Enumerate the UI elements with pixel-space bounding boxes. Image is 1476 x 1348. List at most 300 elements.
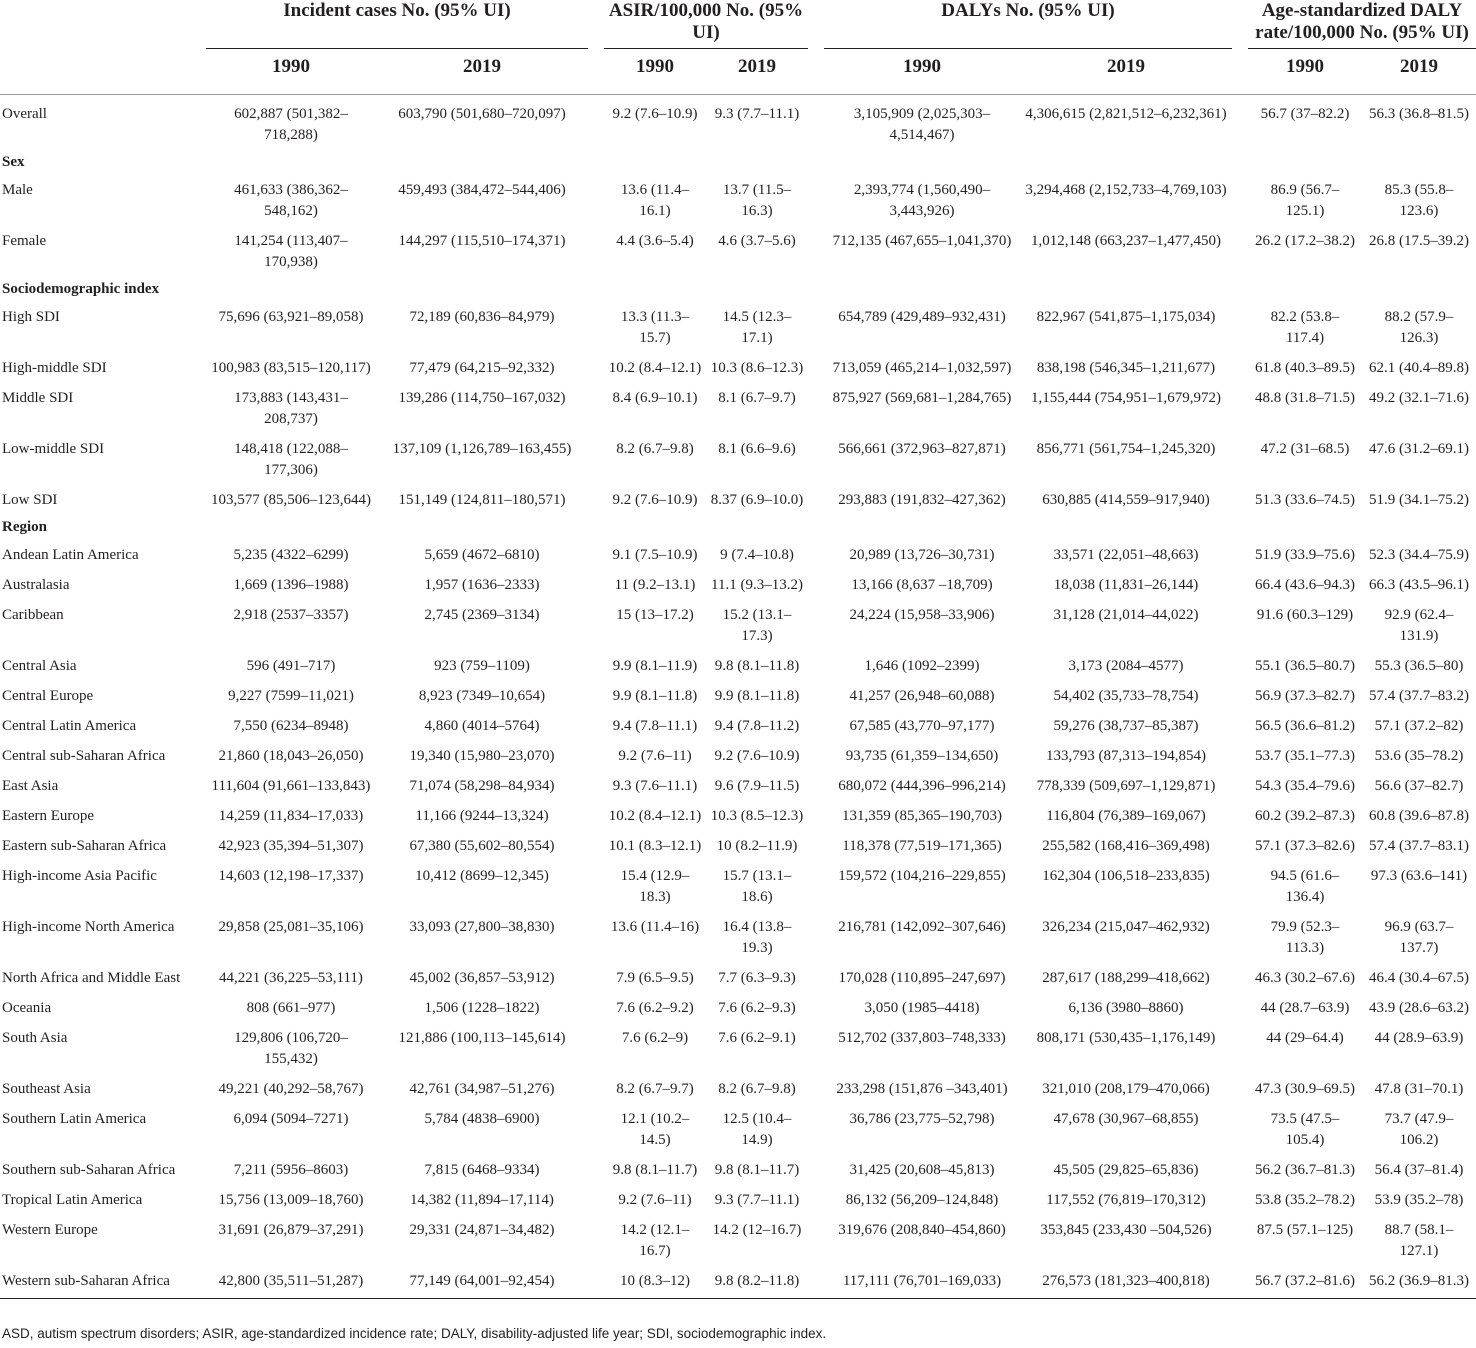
table-cell: 11,166 (9244–13,324) <box>415 808 549 824</box>
row-label: High-income North America <box>2 919 175 935</box>
table-row <box>0 797 1476 827</box>
table-cell: 5,659 (4672–6810) <box>424 547 540 563</box>
table-cell: 9.4 (7.8–11.1) <box>612 718 698 734</box>
table-cell: 31,691 (26,879–37,291) <box>218 1222 364 1238</box>
year-header: 1990 <box>903 56 941 77</box>
table-cell: 10.2 (8.4–12.1) <box>608 360 702 376</box>
table-cell: 822,967 (541,875–1,175,034) <box>1036 309 1216 325</box>
year-header: 2019 <box>1400 56 1439 77</box>
table-cell: 56.7 (37–82.2) <box>1260 106 1350 122</box>
table-cell: 100,983 (83,515–120,117) <box>211 360 371 376</box>
table-cell: 7,211 (5956–8603) <box>233 1162 349 1178</box>
table-cell: 2,918 (2537–3357) <box>233 607 349 623</box>
table-cell: 15 (13–17.2) <box>616 607 694 623</box>
table-cell: 16.4 (13.8–19.3) <box>722 919 792 956</box>
table-cell: 3,173 (2084–4577) <box>1068 658 1184 674</box>
table-cell: 7,815 (6468–9334) <box>424 1162 540 1178</box>
table-cell: 85.3 (55.8–123.6) <box>1384 182 1454 219</box>
table-cell: 10.3 (8.5–12.3) <box>710 808 804 824</box>
table-cell: 9,227 (7599–11,021) <box>228 688 354 704</box>
table-cell: 144,297 (115,510–174,371) <box>398 233 566 249</box>
table-row <box>0 566 1476 596</box>
table-cell: 53.8 (35.2–78.2) <box>1255 1192 1356 1208</box>
table-cell: 778,339 (509,697–1,129,871) <box>1036 778 1216 794</box>
table-cell: 923 (759–1109) <box>434 658 530 674</box>
table-cell: 173,883 (143,431–208,737) <box>234 390 348 427</box>
table-cell: 162,304 (106,518–233,835) <box>1042 868 1210 884</box>
table-row <box>0 908 1476 959</box>
table-cell: 148,418 (122,088–177,306) <box>234 441 348 478</box>
table-cell: 856,771 (561,754–1,245,320) <box>1036 441 1216 457</box>
table-cell: 56.7 (37.2–81.6) <box>1248 1262 1362 1299</box>
table-cell: 133,793 (87,313–194,854) <box>1046 748 1206 764</box>
table-row <box>0 707 1476 737</box>
year-header: 2019 <box>1107 56 1145 77</box>
table-cell: 14.2 (12–16.7) <box>712 1222 802 1238</box>
table-row <box>0 430 1476 481</box>
table-cell: 45,505 (29,825–65,836) <box>1053 1162 1199 1178</box>
table-row <box>0 171 1476 222</box>
table-cell: 56.9 (37.3–82.7) <box>1255 688 1356 704</box>
table-cell: 9 (7.4–10.8) <box>720 547 794 563</box>
table-cell: 8,923 (7349–10,654) <box>418 688 546 704</box>
table-cell: 56.5 (36.6–81.2) <box>1255 718 1356 734</box>
table-cell: 118,378 (77,519–171,365) <box>842 838 1002 854</box>
table-cell: 46.4 (30.4–67.5) <box>1369 970 1470 986</box>
table-cell: 159,572 (104,216–229,855) <box>838 868 1006 884</box>
table-cell: 7.6 (6.2–9) <box>621 1030 689 1046</box>
table-cell: 117,111 (76,701–169,033) <box>824 1262 1020 1299</box>
table-cell: 4.4 (3.6–5.4) <box>616 233 694 249</box>
year-header: 2019 <box>463 56 501 77</box>
table-cell: 33,093 (27,800–38,830) <box>409 919 555 935</box>
table-cell: 1,012,148 (663,237–1,477,450) <box>1031 233 1221 249</box>
table-cell: 97.3 (63.6–141) <box>1370 868 1468 884</box>
table-cell: 630,885 (414,559–917,940) <box>1042 492 1210 508</box>
table-cell: 255,582 (168,416–369,498) <box>1042 838 1210 854</box>
table-cell: 56.2 (36.9–81.3) <box>1362 1262 1476 1299</box>
table-cell: 57.4 (37.7–83.1) <box>1369 838 1470 854</box>
table-cell: 1,957 (1636–2333) <box>424 577 540 593</box>
section-row <box>0 146 1476 171</box>
table-cell: 15,756 (13,009–18,760) <box>218 1192 364 1208</box>
section-row <box>0 511 1476 536</box>
table-row <box>0 298 1476 349</box>
table-cell: 141,254 (113,407–170,938) <box>234 233 348 270</box>
table-cell: 9.9 (8.1–11.8) <box>612 688 698 704</box>
table-cell: 47.2 (31–68.5) <box>1260 441 1350 457</box>
table-cell: 2,393,774 (1,560,490–3,443,926) <box>853 182 991 219</box>
row-label: Western Europe <box>2 1222 98 1238</box>
table-cell: 233,298 (151,876 –343,401) <box>836 1081 1008 1097</box>
table-cell: 56.2 (36.7–81.3) <box>1255 1162 1356 1178</box>
row-label: High SDI <box>2 309 60 325</box>
table-cell: 44 (29–64.4) <box>1266 1030 1344 1046</box>
table-cell: 7.6 (6.2–9.1) <box>718 1030 796 1046</box>
table-cell: 276,573 (181,323–400,818) <box>1020 1262 1232 1299</box>
table-cell: 8.37 (6.9–10.0) <box>710 492 804 508</box>
table-cell: 712,135 (467,655–1,041,370) <box>832 233 1012 249</box>
table-cell: 42,761 (34,987–51,276) <box>409 1081 555 1097</box>
table-cell: 53.9 (35.2–78) <box>1374 1192 1464 1208</box>
row-label: Eastern Europe <box>2 808 95 824</box>
row-label: South Asia <box>2 1030 68 1046</box>
row-label: Overall <box>2 106 47 122</box>
table-cell: 56.4 (37–81.4) <box>1374 1162 1464 1178</box>
table-cell: 91.6 (60.3–129) <box>1256 607 1354 623</box>
table-cell: 88.2 (57.9–126.3) <box>1384 309 1454 346</box>
table-cell: 9.3 (7.7–11.1) <box>714 106 800 122</box>
table-cell: 13.3 (11.3–15.7) <box>620 309 690 346</box>
table-cell: 7,550 (6234–8948) <box>233 718 349 734</box>
table-cell: 875,927 (569,681–1,284,765) <box>832 390 1012 406</box>
table-row <box>0 677 1476 707</box>
table-cell: 67,585 (43,770–97,177) <box>849 718 995 734</box>
table-cell: 603,790 (501,680–720,097) <box>398 106 566 122</box>
table-cell: 7.7 (6.3–9.3) <box>718 970 796 986</box>
table-cell: 41,257 (26,948–60,088) <box>849 688 995 704</box>
row-label: Low-middle SDI <box>2 441 105 457</box>
row-label: Andean Latin America <box>2 547 139 563</box>
table-cell: 66.4 (43.6–94.3) <box>1255 577 1356 593</box>
section-label: Sociodemographic index <box>2 281 160 297</box>
group-header-daly-rate <box>1248 0 1476 49</box>
table-cell: 47.8 (31–70.1) <box>1374 1081 1464 1097</box>
table-cell: 73.7 (47.9–106.2) <box>1384 1111 1454 1148</box>
table-cell: 7.6 (6.2–9.3) <box>718 1000 796 1016</box>
table-cell: 51.9 (33.9–75.6) <box>1255 547 1356 563</box>
table-cell: 9.2 (7.6–10.9) <box>612 106 698 122</box>
table-cell: 42,800 (35,511–51,287) <box>206 1262 376 1299</box>
table-cell: 1,646 (1092–2399) <box>864 658 980 674</box>
row-label: Caribbean <box>2 607 64 623</box>
table-row <box>0 481 1476 511</box>
table-cell: 54,402 (35,733–78,754) <box>1053 688 1199 704</box>
table-cell: 54.3 (35.4–79.6) <box>1255 778 1356 794</box>
row-label: High-income Asia Pacific <box>2 868 157 884</box>
table-cell: 654,789 (429,489–932,431) <box>838 309 1006 325</box>
table-row <box>0 379 1476 430</box>
table-row <box>0 1151 1476 1181</box>
row-label: Middle SDI <box>2 390 74 406</box>
table-cell: 79.9 (52.3–113.3) <box>1270 919 1340 956</box>
table-cell: 49,221 (40,292–58,767) <box>218 1081 364 1097</box>
row-label: Central sub-Saharan Africa <box>2 748 166 764</box>
table-row <box>0 737 1476 767</box>
table-cell: 12.5 (10.4–14.9) <box>722 1111 792 1148</box>
table-cell: 44 (28.9–63.9) <box>1374 1030 1464 1046</box>
row-label: Western sub-Saharan Africa <box>0 1262 200 1299</box>
table-cell: 55.3 (36.5–80) <box>1374 658 1464 674</box>
table-cell: 11.1 (9.3–13.2) <box>711 577 803 593</box>
table-cell: 57.4 (37.7–83.2) <box>1369 688 1470 704</box>
table-cell: 596 (491–717) <box>246 658 336 674</box>
row-label: Eastern sub-Saharan Africa <box>2 838 167 854</box>
table-cell: 67,380 (55,602–80,554) <box>409 838 555 854</box>
table-cell: 44 (28.7–63.9) <box>1260 1000 1350 1016</box>
table-row <box>0 222 1476 273</box>
table-cell: 602,887 (501,382–718,288) <box>234 106 348 143</box>
table-cell: 9.8 (8.2–11.8) <box>706 1262 808 1299</box>
table-cell: 10.1 (8.3–12.1) <box>608 838 702 854</box>
table-row <box>0 767 1476 797</box>
table-cell: 6,094 (5094–7271) <box>233 1111 349 1127</box>
table-cell: 56.3 (36.8–81.5) <box>1369 106 1470 122</box>
table-cell: 14,382 (11,894–17,114) <box>410 1192 554 1208</box>
table-cell: 1,506 (1228–1822) <box>424 1000 540 1016</box>
table-cell: 14,259 (11,834–17,033) <box>218 808 364 824</box>
section-row <box>0 273 1476 298</box>
table-row <box>0 959 1476 989</box>
table-row <box>0 1019 1476 1070</box>
table-cell: 82.2 (53.8–117.4) <box>1270 309 1340 346</box>
table-row <box>0 536 1476 566</box>
table-cell: 326,234 (215,047–462,932) <box>1042 919 1210 935</box>
table-cell: 137,109 (1,126,789–163,455) <box>392 441 572 457</box>
row-label: Central Europe <box>2 688 94 704</box>
table-cell: 33,571 (22,051–48,663) <box>1053 547 1199 563</box>
table-cell: 170,028 (110,895–247,697) <box>838 970 1006 986</box>
table-cell: 9.8 (8.1–11.8) <box>714 658 800 674</box>
table-cell: 20,989 (13,726–30,731) <box>849 547 995 563</box>
table-cell: 13.7 (11.5–16.3) <box>722 182 792 219</box>
table-cell: 10,412 (8699–12,345) <box>415 868 549 884</box>
table-cell: 459,493 (384,472–544,406) <box>398 182 566 198</box>
table-cell: 57.1 (37.3–82.6) <box>1255 838 1356 854</box>
group-header-dalys <box>824 0 1232 49</box>
table-cell: 2,745 (2369–3134) <box>424 607 540 623</box>
table-cell: 13.6 (11.4–16) <box>610 919 700 935</box>
table-cell: 512,702 (337,803–748,333) <box>838 1030 1006 1046</box>
table-cell: 10 (8.2–11.9) <box>716 838 798 854</box>
table-cell: 319,676 (208,840–454,860) <box>838 1222 1006 1238</box>
table-cell: 9.8 (8.1–11.7) <box>714 1162 800 1178</box>
table-cell: 9.4 (7.8–11.2) <box>714 718 800 734</box>
table-cell: 45,002 (36,857–53,912) <box>409 970 555 986</box>
table-cell: 151,149 (124,811–180,571) <box>398 492 566 508</box>
group-header-label: DALYs No. (95% UI) <box>941 0 1115 21</box>
group-header-label: Age-standardized DALY rate/100,000 No. (95% UI) <box>1255 0 1469 43</box>
table-cell: 55.1 (36.5–80.7) <box>1255 658 1356 674</box>
row-label: High-middle SDI <box>2 360 107 376</box>
table-cell: 96.9 (63.7–137.7) <box>1384 919 1454 956</box>
table-row <box>0 349 1476 379</box>
table-row <box>0 596 1476 647</box>
table-cell: 353,845 (233,430 –504,526) <box>1040 1222 1212 1238</box>
table-cell: 51.9 (34.1–75.2) <box>1369 492 1470 508</box>
table-cell: 216,781 (142,092–307,646) <box>838 919 1006 935</box>
table-cell: 66.3 (43.5–96.1) <box>1369 577 1470 593</box>
table-cell: 48.8 (31.8–71.5) <box>1255 390 1356 406</box>
table-cell: 18,038 (11,831–26,144) <box>1053 577 1199 593</box>
table-cell: 4,860 (4014–5764) <box>424 718 540 734</box>
table-cell: 8.4 (6.9–10.1) <box>612 390 698 406</box>
table-cell: 566,661 (372,963–827,871) <box>838 441 1006 457</box>
table-cell: 4.6 (3.7–5.6) <box>718 233 796 249</box>
row-label: North Africa and Middle East <box>2 970 181 986</box>
table-cell: 12.1 (10.2–14.5) <box>620 1111 690 1148</box>
table-cell: 15.7 (13.1–18.6) <box>722 868 792 905</box>
table-cell: 62.1 (40.4–89.8) <box>1369 360 1470 376</box>
table-cell: 77,479 (64,215–92,332) <box>409 360 555 376</box>
table-row <box>0 827 1476 857</box>
table-cell: 131,359 (85,365–190,703) <box>842 808 1002 824</box>
table-cell: 14,603 (12,198–17,337) <box>218 868 364 884</box>
table-cell: 13.6 (11.4–16.1) <box>620 182 690 219</box>
table-cell: 9.3 (7.6–11.1) <box>612 778 698 794</box>
row-label: Oceania <box>2 1000 52 1016</box>
year-header: 2019 <box>738 56 776 77</box>
table-cell: 7.6 (6.2–9.2) <box>616 1000 694 1016</box>
group-header-asir <box>604 0 808 49</box>
row-label: Tropical Latin America <box>2 1192 143 1208</box>
table-cell: 57.1 (37.2–82) <box>1374 718 1464 734</box>
row-label: Male <box>2 182 33 198</box>
table-cell: 56.6 (37–82.7) <box>1374 778 1464 794</box>
table-cell: 8.2 (6.7–9.8) <box>616 441 694 457</box>
table-row <box>0 1211 1476 1262</box>
table-cell: 10 (8.3–12) <box>604 1262 706 1299</box>
table-cell: 808 (661–977) <box>246 1000 336 1016</box>
table-cell: 713,059 (465,214–1,032,597) <box>832 360 1012 376</box>
table-cell: 94.5 (61.6–136.4) <box>1270 868 1340 905</box>
table-cell: 72,189 (60,836–84,979) <box>409 309 555 325</box>
table-cell: 111,604 (91,661–133,843) <box>211 778 371 794</box>
year-header: 1990 <box>1286 56 1325 77</box>
table-footnote: ASD, autism spectrum disorders; ASIR, age-standardized incidence rate; DALY, disability-adjusted life year; SDI, sociodemographic index. <box>2 1326 827 1341</box>
table-cell: 51.3 (33.6–74.5) <box>1255 492 1356 508</box>
table-cell: 77,149 (64,001–92,454) <box>376 1262 588 1299</box>
table-cell: 71,074 (58,298–84,934) <box>409 778 555 794</box>
table-cell: 3,105,909 (2,025,303–4,514,467) <box>853 106 991 143</box>
table-cell: 31,128 (21,014–44,022) <box>1053 607 1199 623</box>
table-cell: 10.3 (8.6–12.3) <box>710 360 804 376</box>
table-cell: 47.3 (30.9–69.5) <box>1255 1081 1356 1097</box>
row-label: Central Asia <box>2 658 77 674</box>
table-cell: 121,886 (100,113–145,614) <box>398 1030 566 1046</box>
table-cell: 49.2 (32.1–71.6) <box>1369 390 1470 406</box>
table-cell: 5,784 (4838–6900) <box>424 1111 540 1127</box>
table-row <box>0 95 1476 147</box>
table-cell: 14.2 (12.1–16.7) <box>620 1222 690 1259</box>
table-cell: 86,132 (56,209–124,848) <box>845 1192 999 1208</box>
table-cell: 139,286 (114,750–167,032) <box>398 390 566 406</box>
table-cell: 9.2 (7.6–10.9) <box>612 492 698 508</box>
table-cell: 8.2 (6.7–9.7) <box>616 1081 694 1097</box>
table-cell: 93,735 (61,359–134,650) <box>845 748 999 764</box>
table-cell: 59,276 (38,737–85,387) <box>1053 718 1199 734</box>
table-cell: 9.6 (7.9–11.5) <box>714 778 800 794</box>
table-cell: 808,171 (530,435–1,176,149) <box>1036 1030 1216 1046</box>
table-cell: 36,786 (23,775–52,798) <box>849 1111 995 1127</box>
table-cell: 29,858 (25,081–35,106) <box>218 919 364 935</box>
table-row <box>0 989 1476 1019</box>
table-cell: 26.8 (17.5–39.2) <box>1369 233 1470 249</box>
table-row <box>0 857 1476 908</box>
table-cell: 24,224 (15,958–33,906) <box>849 607 995 623</box>
table-cell: 116,804 (76,389–169,067) <box>1046 808 1206 824</box>
table-cell: 42,923 (35,394–51,307) <box>218 838 364 854</box>
section-label: Region <box>2 519 47 535</box>
table-cell: 11 (9.2–13.1) <box>614 577 696 593</box>
year-header: 1990 <box>636 56 674 77</box>
table-cell: 86.9 (56.7–125.1) <box>1270 182 1340 219</box>
table-cell: 9.2 (7.6–10.9) <box>714 748 800 764</box>
table-cell: 6,136 (3980–8860) <box>1068 1000 1184 1016</box>
table-cell: 75,696 (63,921–89,058) <box>218 309 364 325</box>
table-cell: 3,294,468 (2,152,733–4,769,103) <box>1025 182 1227 198</box>
table-cell: 60.2 (39.2–87.3) <box>1255 808 1356 824</box>
table-row <box>0 1100 1476 1151</box>
table-cell: 46.3 (30.2–67.6) <box>1255 970 1356 986</box>
table-cell: 44,221 (36,225–53,111) <box>219 970 363 986</box>
table-cell: 103,577 (85,506–123,644) <box>211 492 371 508</box>
table-cell: 52.3 (34.4–75.9) <box>1369 547 1470 563</box>
table-cell: 9.1 (7.5–10.9) <box>612 547 698 563</box>
group-header-label: ASIR/100,000 No. (95% UI) <box>608 0 804 43</box>
table-cell: 13,166 (8,637 –18,709) <box>851 577 993 593</box>
table-row <box>0 1070 1476 1100</box>
table-cell: 87.5 (57.1–125) <box>1256 1222 1354 1238</box>
table-cell: 8.1 (6.6–9.6) <box>718 441 796 457</box>
table-cell: 43.9 (28.6–63.2) <box>1369 1000 1470 1016</box>
table-body <box>0 95 1476 1299</box>
table-cell: 53.7 (35.1–77.3) <box>1255 748 1356 764</box>
table-cell: 60.8 (39.6–87.8) <box>1369 808 1470 824</box>
table-cell: 10.2 (8.4–12.1) <box>608 808 702 824</box>
table-cell: 9.8 (8.1–11.7) <box>612 1162 698 1178</box>
row-label: Southeast Asia <box>2 1081 91 1097</box>
table-cell: 15.4 (12.9–18.3) <box>620 868 690 905</box>
row-label: Southern Latin America <box>2 1111 147 1127</box>
table-cell: 8.1 (6.7–9.7) <box>718 390 796 406</box>
section-label: Sex <box>2 154 25 170</box>
table-cell: 9.9 (8.1–11.9) <box>612 658 698 674</box>
group-header-label: Incident cases No. (95% UI) <box>283 0 511 21</box>
table-cell: 838,198 (546,345–1,211,677) <box>1036 360 1216 376</box>
table-cell: 47,678 (30,967–68,855) <box>1053 1111 1199 1127</box>
row-label: Central Latin America <box>2 718 137 734</box>
row-label: Low SDI <box>2 492 58 508</box>
table-cell: 9.3 (7.7–11.1) <box>714 1192 800 1208</box>
table-cell: 29,331 (24,871–34,482) <box>409 1222 555 1238</box>
table-cell: 88.7 (58.1–127.1) <box>1384 1222 1454 1259</box>
year-header: 1990 <box>272 56 310 77</box>
table-cell: 680,072 (444,396–996,214) <box>838 778 1006 794</box>
table-cell: 9.2 (7.6–11) <box>618 1192 692 1208</box>
row-label: East Asia <box>2 778 59 794</box>
table-row <box>0 1181 1476 1211</box>
table-row <box>0 1262 1476 1299</box>
table-cell: 14.5 (12.3–17.1) <box>722 309 792 346</box>
table-cell: 321,010 (208,179–470,066) <box>1042 1081 1210 1097</box>
table-cell: 19,340 (15,980–23,070) <box>409 748 555 764</box>
stub-header <box>0 0 200 49</box>
table-cell: 47.6 (31.2–69.1) <box>1369 441 1470 457</box>
table-cell: 92.9 (62.4–131.9) <box>1384 607 1454 644</box>
table-cell: 9.2 (7.6–11) <box>618 748 692 764</box>
table-cell: 31,425 (20,608–45,813) <box>849 1162 995 1178</box>
table-cell: 3,050 (1985–4418) <box>864 1000 980 1016</box>
row-label: Female <box>2 233 47 249</box>
table-cell: 53.6 (35–78.2) <box>1374 748 1464 764</box>
table-cell: 461,633 (386,362–548,162) <box>234 182 348 219</box>
table-cell: 4,306,615 (2,821,512–6,232,361) <box>1025 106 1227 122</box>
table-cell: 73.5 (47.5–105.4) <box>1270 1111 1340 1148</box>
table-row <box>0 647 1476 677</box>
table-cell: 8.2 (6.7–9.8) <box>718 1081 796 1097</box>
table-cell: 5,235 (4322–6299) <box>233 547 349 563</box>
